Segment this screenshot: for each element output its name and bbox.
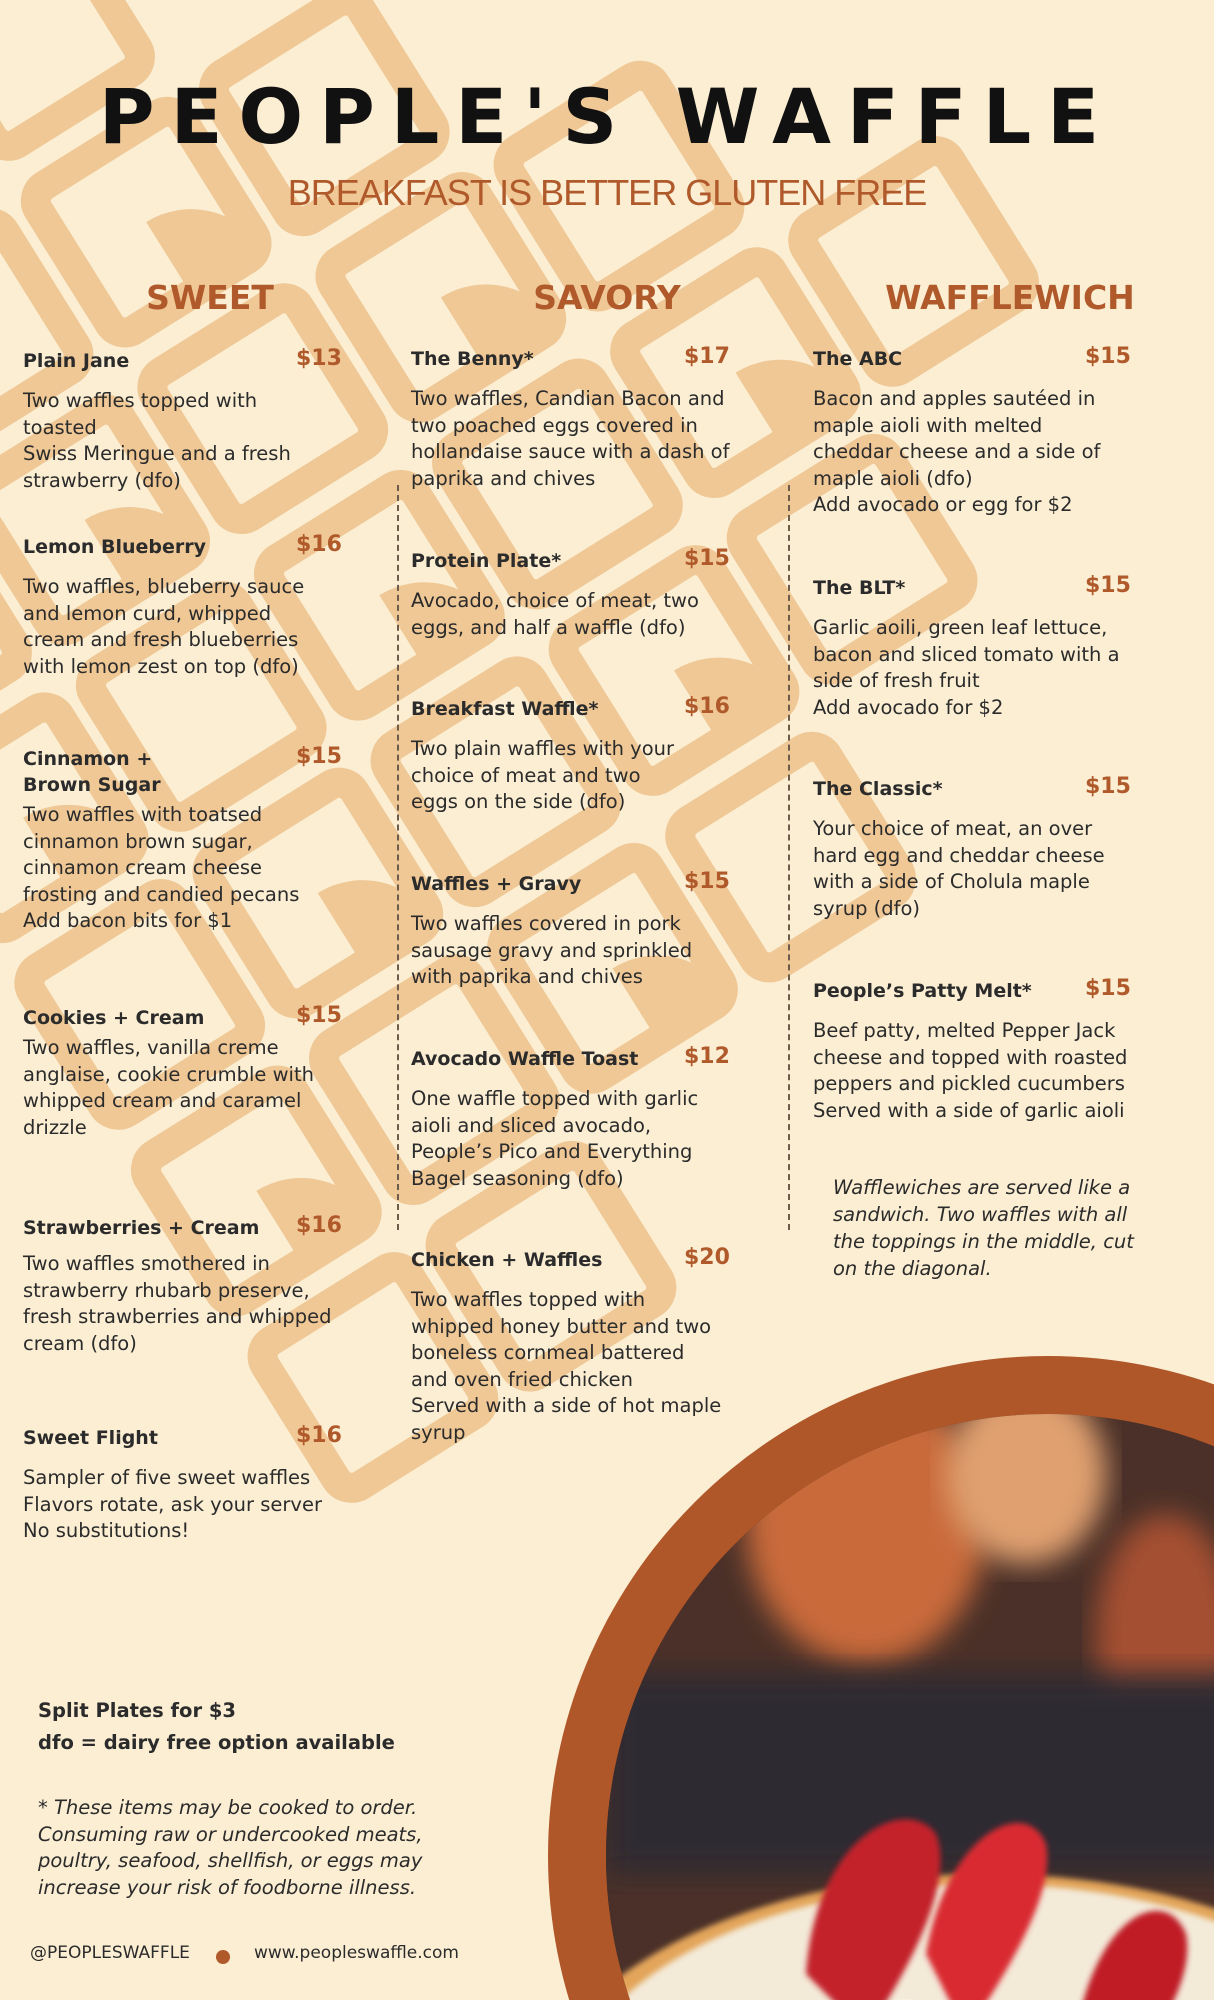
item-price: $15 [1085,344,1131,369]
brand-logo: PEOPLE'S WAFFLE [98,72,1116,161]
item-description: Sampler of five sweet waffles Flavors rotate, ask your server No substitutions! [23,1466,322,1542]
item-price: $16 [296,1213,342,1238]
item-description: Two waffles topped with whipped honey butter and two boneless cornmeal battered and oven fried chicken Served with a side of hot maple syrup [411,1288,722,1444]
item-name: The ABC [813,348,903,370]
column-title-sweet: SWEET [146,278,274,317]
item-price: $15 [1085,573,1131,598]
item-price: $15 [296,1003,342,1028]
tagline: BREAKFAST IS BETTER GLUTEN FREE [287,172,927,213]
item-description: Two waffles topped with toasted Swiss Meringue and a fresh strawberry (dfo) [23,389,291,492]
menu-item-strawberries-cream [23,1215,343,1357]
menu-item-plain-jane [23,346,342,494]
waffle-dessert-illustration [606,1414,1214,2000]
menu-item-cookies-cream [23,1003,342,1141]
split-plates-note: Split Plates for $3 [38,1699,236,1722]
item-price: $15 [684,869,730,894]
item-description: Beef patty, melted Pepper Jack cheese and topped with roasted peppers and pickled cucumbers Served with a side of garlic aioli [813,1019,1128,1122]
menu-item-avocado-waffle-toast [411,1046,751,1192]
item-name: Chicken + Waffles [411,1249,603,1271]
item-description: One waffle topped with garlic aioli and sliced avocado, People’s Pico and Everything Bagel seasoning (dfo) [411,1087,699,1190]
separator-dot-icon [216,1950,230,1964]
waffle-photo-image [606,1414,1214,2000]
item-description: Two plain waffles with your choice of meat and two eggs on the side (dfo) [411,737,675,813]
dfo-legend: dfo = dairy free option available [38,1731,395,1754]
item-name: Plain Jane [23,350,130,372]
item-name: Strawberries + Cream [23,1217,260,1239]
item-name: The Classic* [813,778,943,800]
item-description: Two waffles, blueberry sauce and lemon curd, whipped cream and fresh blueberries with lemon zest on top (dfo) [23,575,305,678]
footer-notes [38,1695,395,1759]
item-name: Cinnamon + Brown Sugar [23,748,161,796]
menu-item-the-benny [411,346,751,492]
item-name: Cookies + Cream [23,1007,205,1029]
item-price: $15 [1085,774,1131,799]
column-divider-left [397,485,399,1230]
item-description: Two waffles, vanilla creme anglaise, cookie crumble with whipped cream and caramel drizzle [23,1036,314,1139]
item-name: The BLT* [813,577,906,599]
item-price: $15 [684,546,730,571]
item-name: People’s Patty Melt* [813,980,1032,1002]
menu-item-cinnamon-brown-sugar [23,744,342,935]
menu-item-sweet-flight [23,1425,343,1545]
item-price: $15 [296,744,342,769]
column-divider-right [788,485,790,1230]
menu-item-waffles-gravy [411,871,751,991]
item-description: Two waffles, Candian Bacon and two poached eggs covered in hollandaise sauce with a dash of paprika and chives [411,387,730,490]
wafflewich-note: Wafflewiches are served like a sandwich. Two waffles with all the toppings in the middle, cut on the diagonal. [833,1176,1134,1280]
website-link[interactable]: www.peopleswaffle.com [254,1943,459,1963]
column-title-savory: SAVORY [533,278,681,317]
menu-item-the-blt [813,575,1173,721]
item-description: Garlic aoili, green leaf lettuce, bacon and sliced tomato with a side of fresh fruit Add avocado for $2 [813,616,1120,719]
social-handle[interactable]: @PEOPLESWAFFLE [30,1943,190,1963]
item-price: $16 [296,1423,342,1448]
item-price: $16 [296,532,342,557]
menu-item-protein-plate [411,548,751,641]
item-price: $17 [684,344,730,369]
item-price: $12 [684,1044,730,1069]
item-price: $15 [1085,976,1131,1001]
item-description: Your choice of meat, an over hard egg and cheddar cheese with a side of Cholula maple syrup (dfo) [813,817,1105,920]
column-title-wafflewich: WAFFLEWICH [885,278,1135,317]
menu-item-chicken-waffles [411,1247,751,1446]
menu-item-lemon-blueberry [23,532,342,680]
item-name: Waffles + Gravy [411,873,582,895]
item-description: Two waffles smothered in strawberry rhubarb preserve, fresh strawberries and whipped cream (dfo) [23,1252,332,1355]
item-description: Two waffles covered in pork sausage gravy and sprinkled with paprika and chives [411,912,693,988]
item-name: Avocado Waffle Toast [411,1048,639,1070]
item-price: $16 [684,694,730,719]
item-price: $20 [684,1245,730,1270]
food-safety-warning: * These items may be cooked to order. Consuming raw or undercooked meats, poultry, seafood, shellfish, or eggs may increase your risk of foodborne illness. [38,1796,423,1899]
item-price: $13 [296,346,342,371]
item-name: Breakfast Waffle* [411,698,599,720]
item-description: Two waffles with toatsed cinnamon brown sugar, cinnamon cream cheese frosting and candied pecans Add bacon bits for $1 [23,803,300,932]
item-name: Protein Plate* [411,550,562,572]
menu-item-the-classic [813,776,1173,922]
item-name: The Benny* [411,348,534,370]
item-name: Lemon Blueberry [23,536,207,558]
item-name: Sweet Flight [23,1427,158,1449]
menu-item-peoples-patty-melt [813,978,1183,1124]
menu-item-breakfast-waffle [411,696,751,816]
menu-item-the-abc [813,346,1173,519]
item-description: Avocado, choice of meat, two eggs, and half a waffle (dfo) [411,589,699,639]
item-description: Bacon and apples sautéed in maple aioli with melted cheddar cheese and a side of maple aioli (dfo) Add avocado or egg for $2 [813,387,1101,516]
